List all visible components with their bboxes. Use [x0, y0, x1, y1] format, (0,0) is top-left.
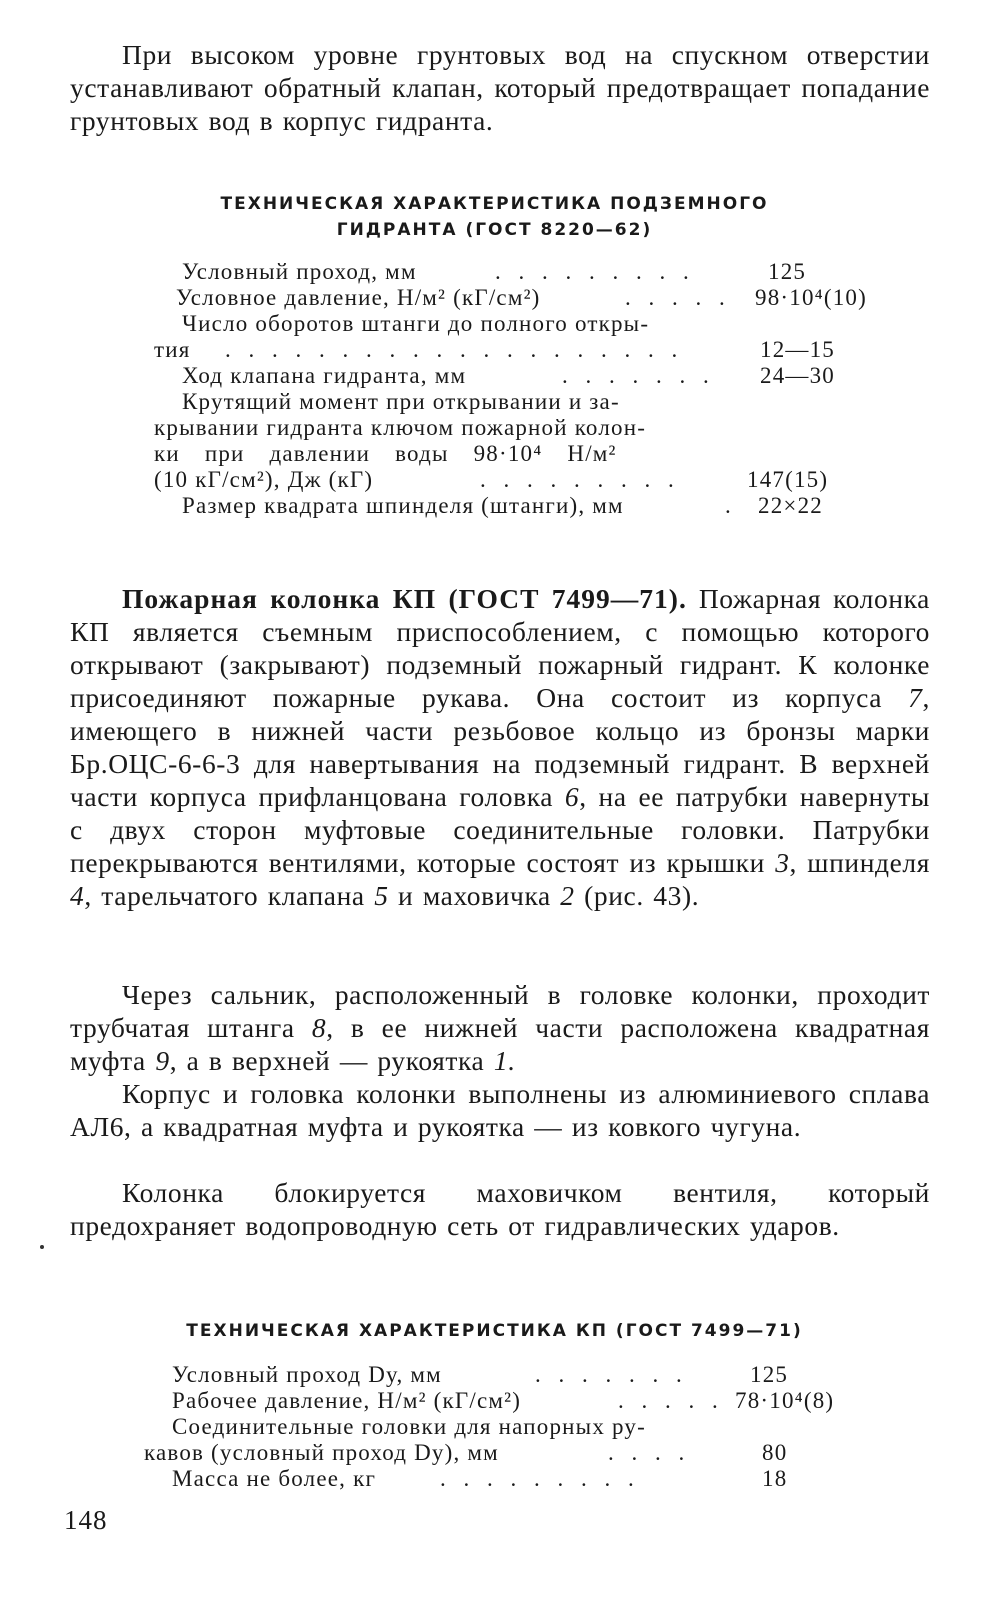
ref-number: 8 [311, 1012, 327, 1043]
kp-paragraph-1 [70, 582, 930, 912]
spec-row [150, 389, 870, 415]
ref-number: 3 [775, 847, 790, 878]
hydrant-spec-table [150, 259, 870, 519]
spec-row [140, 1362, 880, 1388]
spec-label: Крутящий момент при открывании и за- [182, 389, 620, 414]
kp-text: Через сальник, расположенный в головке колонки, проходит трубчатая штанга [70, 979, 930, 1043]
leader-dots: . . . . . . . [535, 1362, 688, 1387]
spec-row [150, 285, 870, 311]
ref-number: 1. [493, 1045, 516, 1076]
spec-row [150, 493, 870, 519]
ref-number: 7 [908, 682, 923, 713]
kp-text: , тарельчатого клапана [84, 880, 365, 911]
kp-text: , в ее нижней части расположена квадратная муфта [70, 1012, 930, 1076]
ref-number: 5 [374, 880, 389, 911]
kp-spec-table [140, 1362, 880, 1492]
spec-label: Размер квадрата шпинделя (штанги), мм [182, 493, 624, 518]
kp-text: Корпус и головка колонки выполнены из алюминиевого сплава АЛ6, а квадратная муфта и рукоятка — из ковкого чугуна. [70, 1078, 930, 1142]
spec-row [150, 311, 870, 337]
ref-number: 2 [560, 880, 575, 911]
leader-dots: . . . . . [618, 1388, 724, 1413]
spec-label: Соединительные головки для напорных ру- [172, 1414, 646, 1439]
kp-section-title: Пожарная колонка КП (ГОСТ 7499—71). [122, 583, 687, 614]
spec-row [150, 415, 870, 441]
hydrant-spec-heading [0, 191, 989, 243]
spec-value: 24—30 [760, 363, 835, 388]
hydrant-spec-heading-line1: ТЕХНИЧЕСКАЯ ХАРАКТЕРИСТИКА ПОДЗЕМНОГО [220, 194, 769, 214]
spec-row [150, 363, 870, 389]
spec-value: 22×22 [758, 493, 823, 518]
kp-text: Пожарная колонка КП является съемным приспособлением, с помощью которого открывают (закрывают) подземный пожарный гидрант. К колонке присоединяют пожарные рукава. Она состоит из корпуса [70, 583, 930, 713]
margin-mark [40, 1245, 44, 1249]
kp-text: , шпинделя [789, 847, 930, 878]
leader-dots: . . . . . . . [562, 363, 715, 388]
spec-label: Условный проход, мм [182, 259, 417, 284]
spec-label: ки при давлении воды 98·10⁴ Н/м² [154, 441, 617, 466]
leader-dots: . . . . . . . . . [480, 467, 680, 492]
spec-label: Ход клапана гидранта, мм [182, 363, 467, 388]
spec-value: 98·10⁴(10) [755, 285, 867, 310]
spec-value: 12—15 [760, 337, 835, 362]
spec-value: 80 [762, 1440, 788, 1465]
kp-paragraph-4 [70, 1176, 930, 1242]
spec-row [140, 1440, 880, 1466]
kp-text: (рис. 43). [584, 880, 700, 911]
kp-text: и маховичка [398, 880, 551, 911]
spec-value: 147(15) [747, 467, 829, 492]
kp-paragraph-3 [70, 1077, 930, 1143]
spec-label: тия [154, 337, 191, 362]
leader-dots: . . . . [608, 1440, 691, 1465]
leader-dots: . [725, 493, 737, 518]
kp-paragraph-2 [70, 978, 930, 1077]
spec-row [150, 467, 870, 493]
leader-dots: . . . . . . . . . . . . . . . . . . . . [225, 337, 684, 362]
kp-text: Колонка блокируется маховичком вентиля, который предохраняет водопроводную сеть от гидравлических ударов. [70, 1177, 930, 1241]
leader-dots: . . . . . . . . . [440, 1466, 640, 1491]
spec-value: 78·10⁴(8) [735, 1388, 835, 1413]
spec-row [140, 1388, 880, 1414]
leader-dots: . . . . . [625, 285, 731, 310]
spec-label: Рабочее давление, Н/м² (кГ/см²) [172, 1388, 522, 1413]
intro-paragraph [70, 38, 930, 137]
spec-row [150, 259, 870, 285]
spec-row [150, 441, 870, 467]
page-number: 148 [64, 1505, 108, 1535]
spec-label: Число оборотов штанги до полного откры- [182, 311, 650, 336]
kp-text: , а в верхней — рукоятка [169, 1045, 485, 1076]
ref-number: 4 [70, 880, 85, 911]
spec-row [140, 1414, 880, 1440]
spec-label: крывании гидранта ключом пожарной колон- [154, 415, 647, 440]
hydrant-spec-heading-line2: ГИДРАНТА (ГОСТ 8220—62) [336, 220, 653, 240]
kp-spec-heading-text: ТЕХНИЧЕСКАЯ ХАРАКТЕРИСТИКА КП (ГОСТ 7499—71) [186, 1321, 803, 1341]
kp-text: , на ее патрубки навернуты с двух сторон муфтовые соединительные головки. Патрубки перекрываются вентилями, которые состоят из крышки [70, 781, 930, 878]
kp-text: , имеющего в нижней части резьбовое кольцо из бронзы марки Бр.ОЦС-6-6-3 для навертывания на подземный гидрант. В верхней части корпуса прифланцована головка [70, 682, 930, 812]
spec-label: Условный проход Dу, мм [172, 1362, 442, 1387]
spec-row [150, 337, 870, 363]
spec-label: кавов (условный проход Dу), мм [144, 1440, 499, 1465]
spec-row [140, 1466, 880, 1492]
kp-spec-heading [0, 1318, 989, 1344]
intro-paragraph-text: При высоком уровне грунтовых вод на спускном отверстии устанавливают обратный клапан, который предотвращает попадание грунтовых вод в корпус гидранта. [70, 39, 930, 136]
spec-value: 125 [768, 259, 807, 284]
ref-number: 6 [564, 781, 580, 812]
leader-dots: . . . . . . . . . [495, 259, 695, 284]
spec-label: Условное давление, Н/м² (кГ/см²) [176, 285, 541, 310]
spec-value: 125 [750, 1362, 789, 1387]
spec-label: Масса не более, кг [172, 1466, 377, 1491]
spec-value: 18 [762, 1466, 788, 1491]
ref-number: 9 [155, 1045, 170, 1076]
spec-label: (10 кГ/см²), Дж (кГ) [154, 467, 374, 492]
